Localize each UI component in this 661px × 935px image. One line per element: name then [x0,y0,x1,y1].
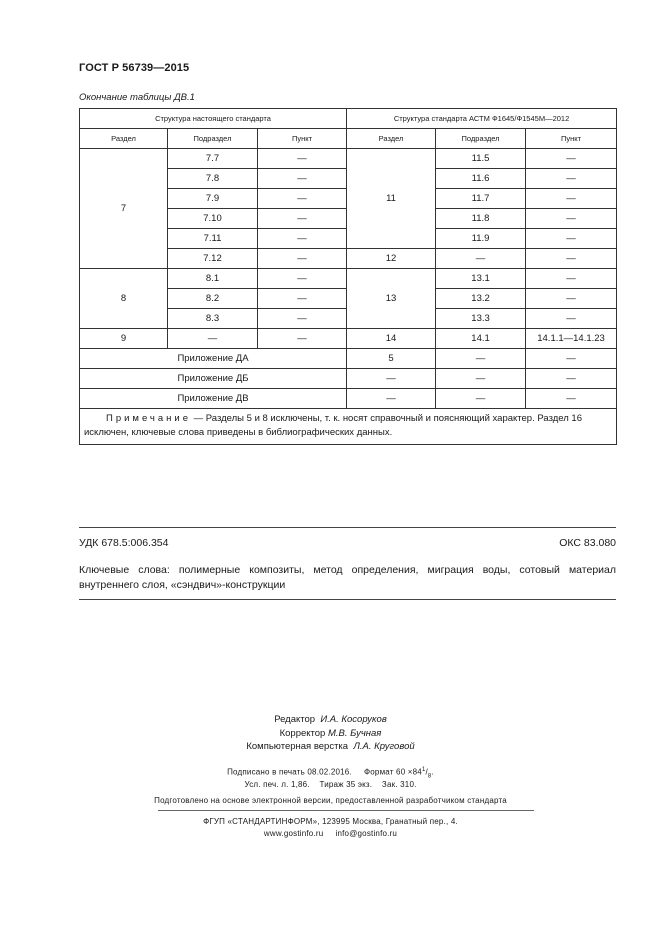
subsection-cell: 8.1 [168,269,258,289]
astm-subsection-cell: 11.8 [436,209,526,229]
group-header-left: Структура настоящего стандарта [80,109,347,129]
format-sub: 8 [427,773,432,780]
print-info-line-1: Подписано в печать 08.02.2016. Формат $60 \times 84^1/_8$. [227,767,434,780]
publisher-address: ФГУП «СТАНДАРТИНФОРМ», 123995 Москва, Гранатный пер., 4. [203,817,458,826]
point-cell: — [258,329,347,349]
astm-subsection-cell: 13.2 [436,289,526,309]
astm-subsection-cell: 13.3 [436,309,526,329]
astm-subsection-cell: — [436,369,526,389]
keywords: Ключевые слова: полимерные композиты, метод определения, миграция воды, сотовый материал внутреннего слоя, «сэндвич»-конструкции [79,564,616,591]
astm-point-cell: — [526,289,617,309]
point-cell: — [258,189,347,209]
divider [79,527,616,528]
oks-code: ОКС 83.080 [559,537,616,549]
table-row [80,349,617,369]
appendix-cell: Приложение ДБ [80,369,347,389]
point-cell: — [258,309,347,329]
astm-section-cell: 11 [347,149,436,249]
astm-subsection-cell: 13.1 [436,269,526,289]
subsection-cell: 7.11 [168,229,258,249]
signed-date: Подписано в печать 08.02.2016. [227,767,352,777]
astm-section-cell: 5 [347,349,436,369]
divider [79,599,616,600]
note-text: — Разделы 5 и 8 исключены, т. к. носят справочный и поясняющий характер. Раздел 16 исключен, ключевые слова приведены в библиографических данных. [84,413,582,438]
subsection-cell: 7.9 [168,189,258,209]
layout-label: Компьютерная верстка [246,741,349,752]
table-note [80,409,617,445]
astm-subsection-cell: — [436,389,526,409]
corrector-name: М.В. Бучная [327,727,382,739]
format-label: Формат 60 ×84 [364,767,422,777]
corrector-label: Корректор [279,727,326,739]
table-group-header-row [80,109,617,129]
circulation: Тираж 35 экз. [319,780,373,789]
appendix-cell: Приложение ДА [80,349,347,369]
udk-code: УДК 678.5:006.354 [79,537,169,549]
subsection-cell: 8.2 [168,289,258,309]
table-note-row [80,409,617,445]
order-number: Зак. 310. [381,780,417,789]
section-cell: 9 [80,329,168,349]
astm-point-cell: — [526,349,617,369]
section-cell: 7 [80,149,168,269]
astm-point-cell: — [526,209,617,229]
print-sheets: Усл. печ. л. 1,86. [244,780,310,789]
astm-point-cell: — [526,249,617,269]
astm-point-cell: — [526,269,617,289]
point-cell: — [258,169,347,189]
table-row [80,149,617,169]
astm-subsection-cell: — [436,249,526,269]
divider [158,810,534,811]
col-header: Пункт [526,129,617,149]
table-row [80,329,617,349]
print-info-line-2 [0,780,661,789]
subsection-cell: — [168,329,258,349]
point-cell: — [258,289,347,309]
astm-subsection-cell: — [436,349,526,369]
astm-point-cell: — [526,189,617,209]
point-cell: — [258,269,347,289]
prepared-note: Подготовлено на основе электронной версии, предоставленной разработчиком стандарта [154,796,507,805]
astm-subsection-cell: 14.1 [436,329,526,349]
astm-point-cell: — [526,389,617,409]
astm-section-cell: 13 [347,269,436,329]
layout-line [0,740,661,754]
astm-section-cell: — [347,389,436,409]
astm-section-cell: — [347,369,436,389]
editor-label: Редактор [274,714,316,725]
format-end: . [431,767,434,777]
subsection-cell: 7.10 [168,209,258,229]
col-header: Подраздел [168,129,258,149]
email-link[interactable]: info@gostinfo.ru [335,829,398,838]
document-header: ГОСТ Р 56739—2015 [79,62,190,74]
format-sup: 1 [421,767,426,773]
subsection-cell: 7.12 [168,249,258,269]
col-header: Раздел [347,129,436,149]
table-row [80,269,617,289]
table-column-header-row [80,129,617,149]
editor-line [0,713,661,727]
astm-subsection-cell: 11.9 [436,229,526,249]
website-link[interactable]: www.gostinfo.ru [263,829,324,838]
layout-name: Л.А. Круговой [353,741,415,752]
subsection-cell: 7.7 [168,149,258,169]
subsection-cell: 8.3 [168,309,258,329]
credits-block [0,713,661,754]
astm-subsection-cell: 11.5 [436,149,526,169]
astm-section-cell: 12 [347,249,436,269]
editor-name: И.А. Косоруков [320,714,387,725]
astm-point-cell: — [526,169,617,189]
subsection-cell: 7.8 [168,169,258,189]
col-header: Раздел [80,129,168,149]
table-row [80,369,617,389]
astm-point-cell: — [526,229,617,249]
point-cell: — [258,249,347,269]
astm-section-cell: 14 [347,329,436,349]
col-header: Подраздел [436,129,526,149]
point-cell: — [258,209,347,229]
publisher-contacts [0,829,661,838]
point-cell: — [258,149,347,169]
astm-point-cell: — [526,369,617,389]
astm-point-cell: — [526,149,617,169]
astm-point-cell: — [526,309,617,329]
correspondence-table [79,108,617,445]
col-header: Пункт [258,129,347,149]
appendix-cell: Приложение ДВ [80,389,347,409]
table-row [80,389,617,409]
astm-subsection-cell: 11.7 [436,189,526,209]
table-caption: Окончание таблицы ДВ.1 [79,92,195,103]
note-label: Примечание [106,413,191,424]
corrector-line [0,727,661,741]
section-cell: 8 [80,269,168,329]
astm-subsection-cell: 11.6 [436,169,526,189]
group-header-right: Структура стандарта АСТМ Ф1645/Ф1545M—2012 [347,109,617,129]
point-cell: — [258,229,347,249]
astm-point-cell: 14.1.1—14.1.23 [526,329,617,349]
